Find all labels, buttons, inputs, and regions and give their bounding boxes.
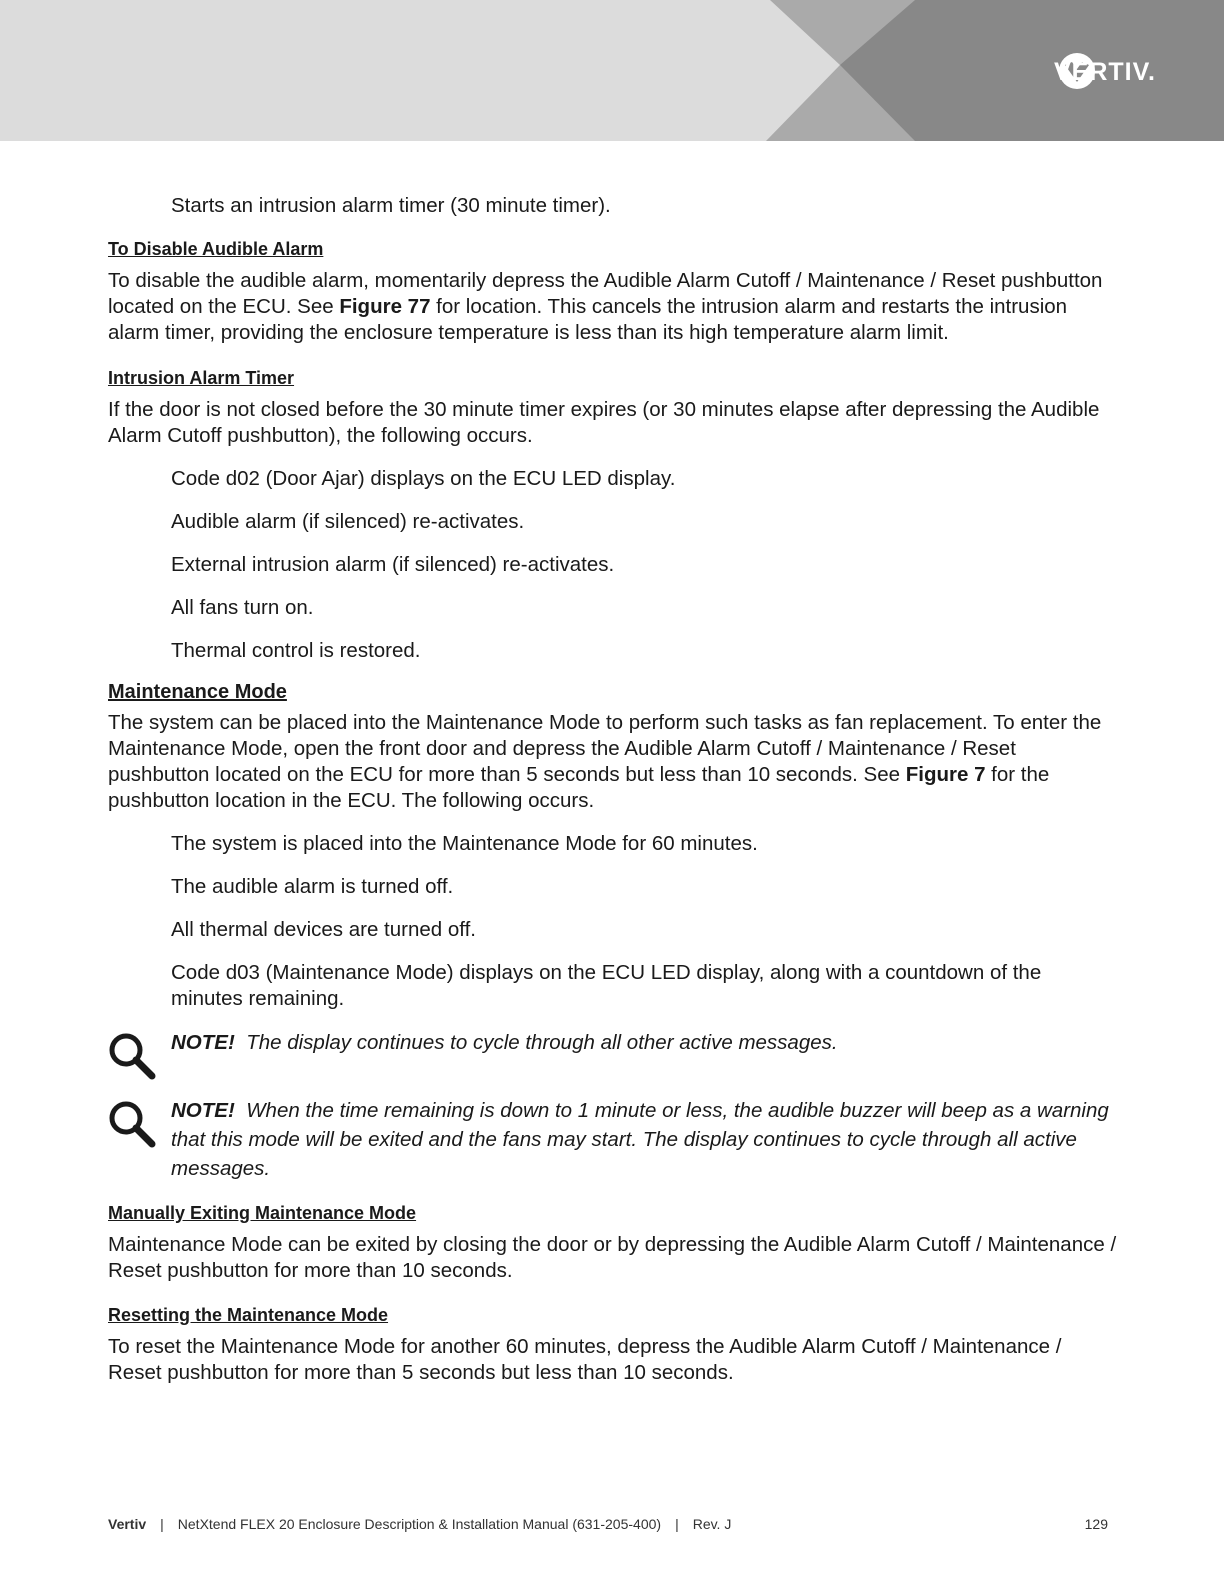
exit-paragraph: Maintenance Mode can be exited by closing the door or by depressing the Audible Alarm Cutoff / Maintenance / Reset pushbutton for more than 10 seconds.: [108, 1233, 1117, 1282]
heading-disable-audible-alarm: To Disable Audible Alarm: [108, 239, 324, 259]
timer-item: External intrusion alarm (if silenced) re-activates.: [171, 553, 615, 576]
timer-item: All fans turn on.: [171, 596, 314, 619]
page-footer: [108, 1515, 1108, 1533]
heading-resetting-maintenance: Resetting the Maintenance Mode: [108, 1305, 389, 1325]
brand-name: VERTIV.: [1054, 58, 1156, 86]
figure-77-ref: Figure 77: [339, 295, 431, 318]
disable-alarm-paragraph: To disable the audible alarm, momentarily depress the Audible Alarm Cutoff / Maintenance / Reset pushbutton located on the ECU. See Figure 77 for location. This cancels the intrusion alarm and restarts the intrusion alarm timer, providing the enclosure temperature is less than its high temperature alarm limit.: [108, 269, 1103, 344]
maintenance-item: All thermal devices are turned off.: [171, 918, 476, 941]
main-content: [108, 193, 1118, 1386]
footer-divider: |: [160, 1516, 164, 1532]
intrusion-timer-start: Starts an intrusion alarm timer (30 minute timer).: [171, 194, 611, 217]
footer-doc-title: NetXtend FLEX 20 Enclosure Description & Installation Manual (631-205-400): [177, 1516, 662, 1532]
note-label: NOTE!: [171, 1099, 235, 1122]
timer-paragraph: If the door is not closed before the 30 minute timer expires (or 30 minutes elapse after depressing the Audible Alarm Cutoff pushbutton), the following occurs.: [108, 398, 1100, 447]
heading-manually-exiting: Manually Exiting Maintenance Mode: [108, 1203, 417, 1223]
note-label: NOTE!: [171, 1031, 235, 1054]
footer-brand: Vertiv: [108, 1516, 147, 1532]
note-2: [108, 1096, 1118, 1183]
heading-maintenance-mode: Maintenance Mode: [108, 681, 287, 703]
maintenance-item: The system is placed into the Maintenance Mode for 60 minutes.: [171, 832, 758, 855]
page-number: 129: [1084, 1516, 1108, 1532]
magnifier-icon: [108, 1032, 156, 1080]
footer-divider: |: [675, 1516, 679, 1532]
page-header: [0, 0, 1224, 141]
reset-paragraph: To reset the Maintenance Mode for another 60 minutes, depress the Audible Alarm Cutoff / Maintenance / Reset pushbutton for more than 5 seconds but less than 10 seconds.: [108, 1335, 1062, 1384]
timer-item: Thermal control is restored.: [171, 639, 421, 662]
note-text: The display continues to cycle through all other active messages.: [246, 1031, 838, 1054]
figure-7-ref: Figure 7: [905, 763, 986, 786]
note-text: When the time remaining is down to 1 minute or less, the audible buzzer will beep as a warning that this mode will be exited and the fans may start. The display continues to cycle through all active messages.: [171, 1099, 1109, 1180]
timer-item: Code d02 (Door Ajar) displays on the ECU LED display.: [171, 467, 676, 490]
heading-intrusion-alarm-timer: Intrusion Alarm Timer: [108, 368, 295, 388]
maintenance-item: The audible alarm is turned off.: [171, 875, 454, 898]
maintenance-item: Code d03 (Maintenance Mode) displays on the ECU LED display, along with a countdown of the minutes remaining.: [171, 961, 1042, 1010]
timer-item: Audible alarm (if silenced) re-activates.: [171, 510, 525, 533]
footer-revision: Rev. J: [692, 1516, 732, 1532]
note-1: [108, 1028, 1118, 1078]
magnifier-icon: [108, 1100, 156, 1148]
maintenance-paragraph: The system can be placed into the Maintenance Mode to perform such tasks as fan replacement. To enter the Maintenance Mode, open the front door and depress the Audible Alarm Cutoff / Maintenance / Reset pushbutton located on the ECU for more than 5 seconds but less than 10 seconds. See Figure 7 for the pushbutton location in the ECU. The following occurs.: [108, 711, 1102, 812]
